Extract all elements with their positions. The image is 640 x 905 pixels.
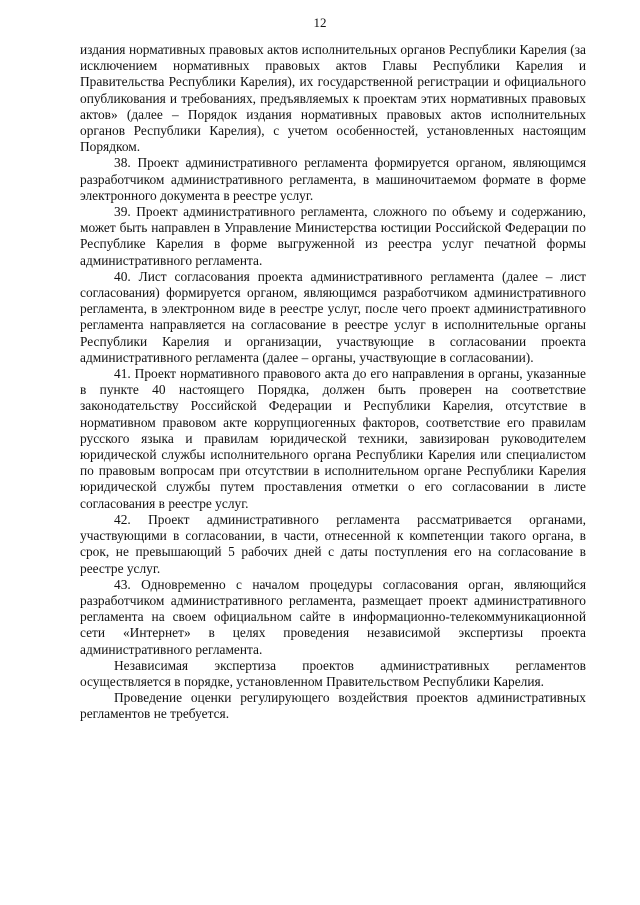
page-number: 12 — [313, 15, 327, 30]
paragraph-39: 39. Проект административного регламента, сложного по объему и содержанию, может быть направлен в Управление Министерства юстиции Российской Федерации по Республике Карелия в форме выгруженной из реестра услуг печатной формы административного регламента. — [80, 204, 586, 268]
document-body — [80, 42, 586, 723]
paragraph-43: 43. Одновременно с началом процедуры согласования орган, являющийся разработчиком административного регламента, размещает проект административного регламента на своем официальном сайте в информационно-телекоммуникационной сети «Интернет» в целях проведения независимой экспертизы проекта административного регламента. — [80, 576, 586, 657]
paragraph-40: 40. Лист согласования проекта административного регламента (далее – лист согласования) формируется органом, являющимся разработчиком административного регламента, в электронном виде в реестре услуг, после чего проект административного регламента направляется на согласование в реестре услуг в исполнительные органы Республики Карелия и организации, участвующие в согласовании проекта административного регламента (далее – органы, участвующие в согласовании). — [80, 268, 586, 365]
paragraph-regulatory-impact: Проведение оценки регулирующего воздействия проектов административных регламентов не требуется. — [80, 690, 586, 722]
paragraph-expertise: Независимая экспертиза проектов административных регламентов осуществляется в порядке, установленном Правительством Республики Карелия. — [80, 657, 586, 689]
paragraph-continuation: издания нормативных правовых актов исполнительных органов Республики Карелия (за исключением нормативных правовых актов Главы Республики Карелия и Правительства Республики Карелия), их государственной регистрации и официального опубликования и требованиях, предъявляемых к проектам этих нормативных правовых актов» (далее – Порядок издания нормативных правовых актов исполнительных органов Республики Карелия), с учетом особенностей, установленных настоящим Порядком. — [80, 42, 586, 155]
paragraph-42: 42. Проект административного регламента рассматривается органами, участвующими в согласовании, в части, отнесенной к компетенции такого органа, в срок, не превышающий 5 рабочих дней с даты поступления его на согласование в реестре услуг. — [80, 511, 586, 576]
paragraph-41: 41. Проект нормативного правового акта до его направления в органы, указанные в пункте 40 настоящего Порядка, должен быть проверен на соответствие законодательству Российской Федерации и Республики Карелия, отсутствие в нормативном правовом акте коррупциогенных факторов, соответствие его правилам русского языка и правилам юридической техники, завизирован руководителем юридической службы исполнительного органа Республики Карелия или специалистом по правовым вопросам при отсутствии в исполнительном органе Республики Карелия юридической службы путем проставления отметки о его согласовании в листе согласования в реестре услуг. — [80, 366, 586, 511]
paragraph-38: 38. Проект административного регламента формируется органом, являющимся разработчиком административного регламента, в машиночитаемом формате в форме электронного документа в реестре услуг. — [80, 155, 586, 203]
